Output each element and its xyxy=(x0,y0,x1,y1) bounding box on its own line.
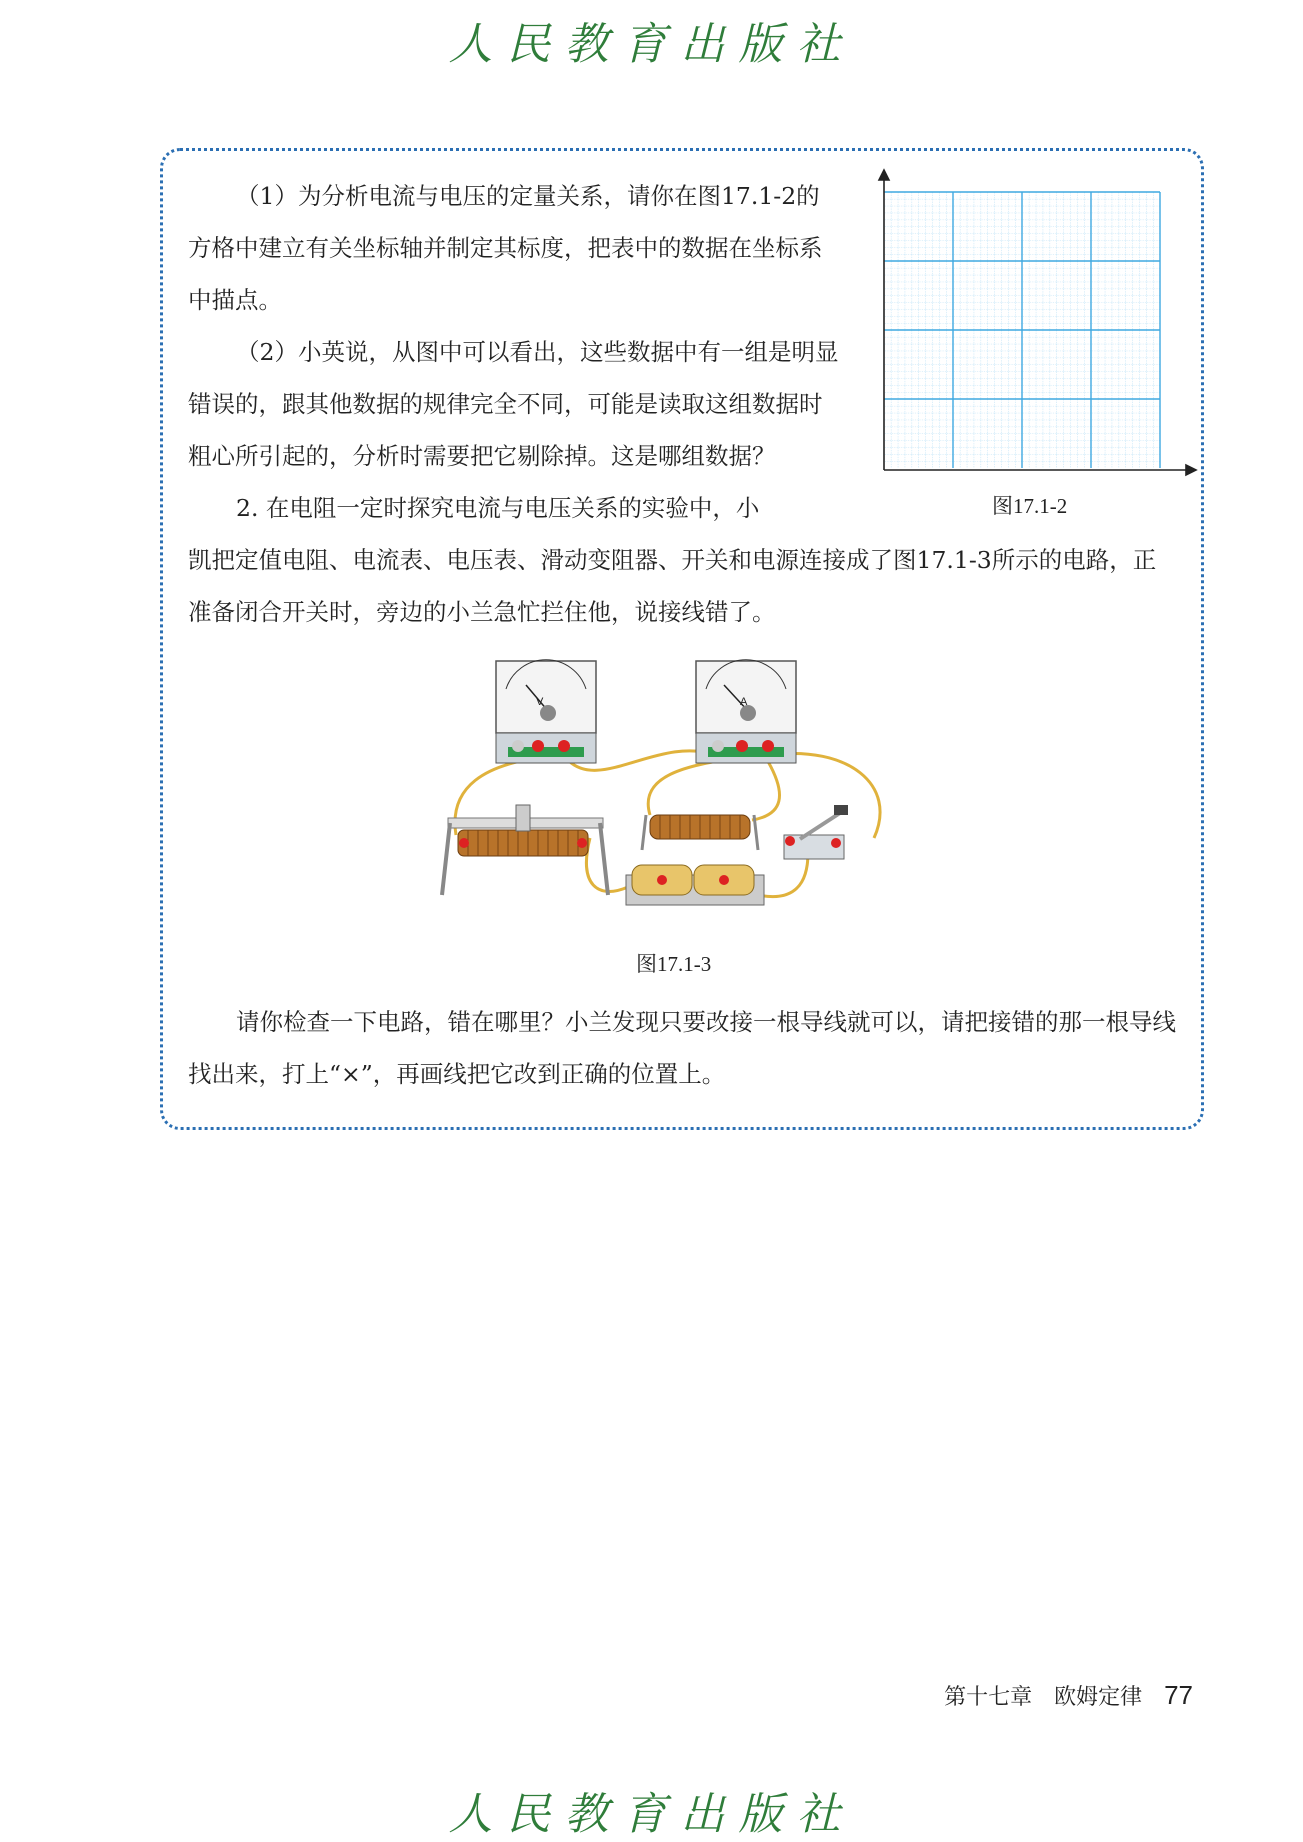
figure-caption-17-1-3: 图17.1-3 xyxy=(636,952,712,976)
x-axis-arrow-icon xyxy=(1186,465,1196,475)
paragraph-question-3-line1: 2. 在电阻一定时探究电流与电压关系的实验中，小 xyxy=(236,494,760,522)
ammeter-label: A xyxy=(740,696,748,708)
paragraph-question-4: 请你检查一下电路，错在哪里？小兰发现只要改接一根导线就可以，请把接错的那一根导线找出来，打上“×”，再画线把它改到正确的位置上。 xyxy=(188,1008,1176,1088)
page-footer xyxy=(944,1680,1193,1711)
paragraph-question-1: （1）为分析电流与电压的定量关系，请你在图17.1-2的方格中建立有关坐标轴并制定其标度，把表中的数据在坐标系中描点。 xyxy=(188,182,823,314)
chapter-title: 第十七章 欧姆定律 xyxy=(944,1685,1143,1710)
figure-caption-17-1-2: 图17.1-2 xyxy=(992,494,1068,518)
circuit-figure xyxy=(428,655,898,915)
page-number: 77 xyxy=(1164,1680,1193,1710)
voltmeter-label: V xyxy=(536,696,544,708)
battery-pack xyxy=(626,865,764,905)
graph-paper-figure xyxy=(870,168,1200,488)
publisher-footer: 人民教育出版社 xyxy=(448,1789,855,1840)
graph-paper xyxy=(870,168,1200,488)
voltmeter xyxy=(496,660,596,763)
knife-switch xyxy=(784,805,848,859)
paragraph-question-2: （2）小英说，从图中可以看出，这些数据中有一组是明显错误的，跟其他数据的规律完全不同，可能是读取这组数据时粗心所引起的，分析时需要把它剔除掉。这是哪组数据？ xyxy=(188,338,839,470)
publisher-header: 人民教育出版社 xyxy=(448,19,855,70)
fixed-resistor xyxy=(642,815,758,850)
ammeter xyxy=(696,660,796,763)
circuit-illustration xyxy=(428,655,898,915)
paragraph-question-3: 凯把定值电阻、电流表、电压表、滑动变阻器、开关和电源连接成了图17.1-3所示的电路，正准备闭合开关时，旁边的小兰急忙拦住他，说接线错了。 xyxy=(188,546,1157,626)
y-axis-arrow-icon xyxy=(879,170,889,180)
sliding-rheostat xyxy=(442,805,608,895)
